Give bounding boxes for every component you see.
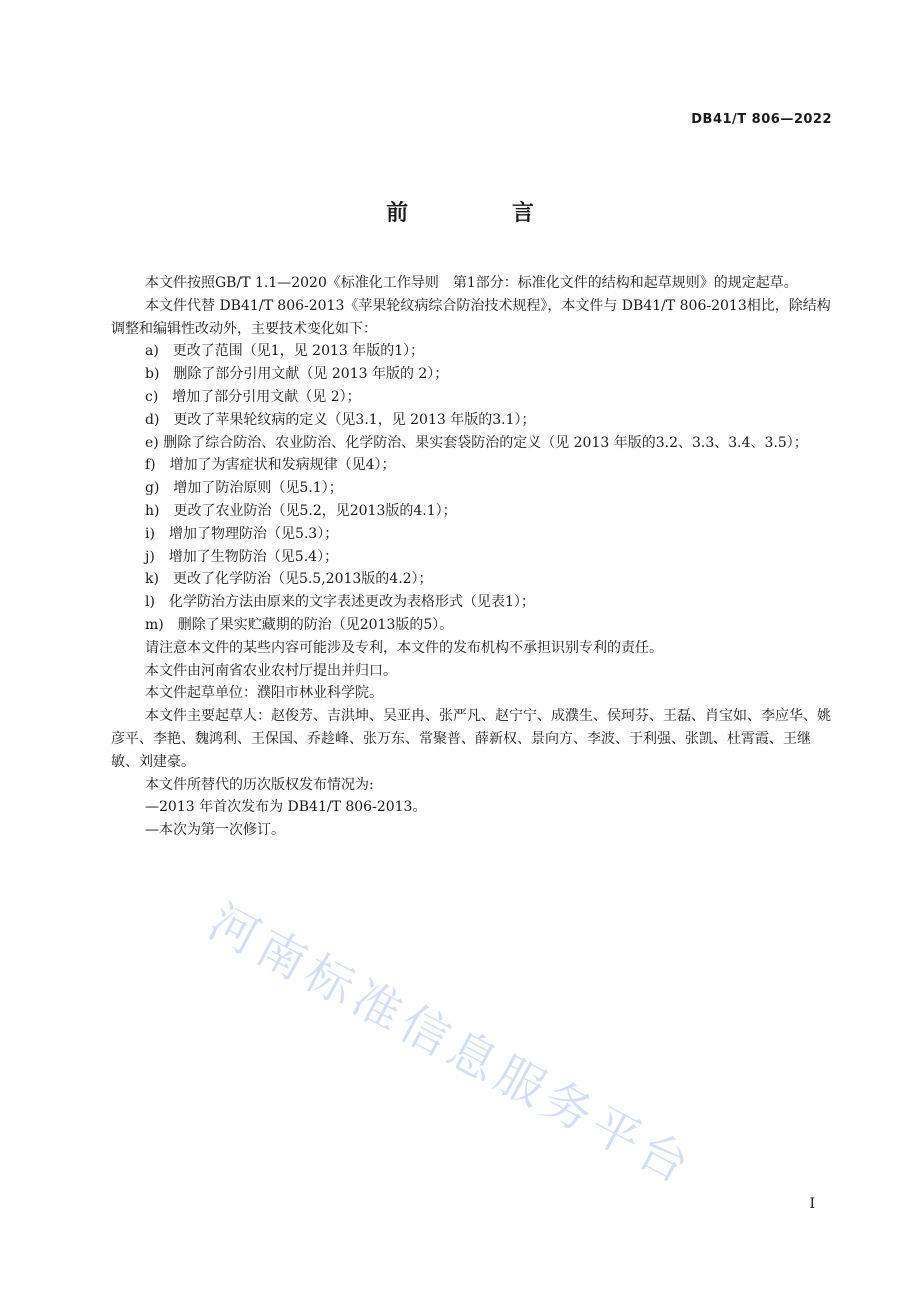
paragraph-drafting-basis: 本文件按照GB/T 1.1—2020《标准化工作导则 第1部分：标准化文件的结构和起草规则》的规定起草。 — [145, 275, 798, 291]
page-title: 前 言 — [386, 201, 582, 226]
preface-body — [111, 272, 833, 842]
change-item-c: c) 增加了部分引用文献（见 2）； — [145, 388, 361, 405]
change-item-f: f) 增加了为害症状和发病规律（见4）； — [145, 457, 396, 474]
paragraph-drafting-unit: 本文件起草单位：濮阳市林业科学院。 — [145, 685, 383, 702]
paragraph-history-revision: —本次为第一次修订。 — [145, 822, 285, 839]
change-item-m: m) 删除了果实贮藏期的防治（见2013版的5）。 — [145, 616, 454, 633]
change-item-i: i) 增加了物理防治（见5.3）； — [145, 525, 339, 542]
watermark: 河南标准信息服务平台 — [199, 893, 703, 1197]
page-number: I — [809, 1196, 815, 1212]
change-item-h: h) 更改了农业防治（见5.2，见2013版的4.1）； — [145, 502, 457, 519]
document-code: DB41/T 806—2022 — [691, 112, 832, 127]
paragraph-proposer: 本文件由河南省农业农村厅提出并归口。 — [145, 662, 397, 679]
paragraph-patent-notice: 请注意本文件的某些内容可能涉及专利，本文件的发布机构不承担识别专利的责任。 — [145, 639, 663, 656]
paragraph-replacement: 本文件代替 DB41/T 806-2013《苹果轮纹病综合防治技术规程》，本文件与 DB41/T 806-2013相比，除结构调整和编辑性改动外，主要技术变化如下： — [111, 297, 831, 337]
change-item-j: j) 增加了生物防治（见5.4）； — [145, 548, 339, 565]
paragraph-history-intro: 本文件所替代的历次版权发布情况为: — [145, 776, 374, 793]
change-item-b: b) 删除了部分引用文献（见 2013 年版的 2）； — [145, 366, 449, 383]
paragraph-history-2013: —2013 年首次发布为 DB41/T 806-2013。 — [145, 799, 427, 816]
paragraph-drafters: 本文件主要起草人：赵俊芳、吉洪坤、吴亚冉、张严凡、赵宁宁、成濮生、侯珂芬、王磊、肖宝如、李应华、姚彦平、李艳、魏鸿利、王保国、乔趁峰、张万东、常聚普、薛新权、景向方、李波、于利强、张凯、杜霄霞、王继敏、刘建豪。 — [111, 708, 831, 770]
change-item-d: d) 更改了苹果轮纹病的定义（见3.1，见 2013 年版的3.1）； — [145, 411, 536, 428]
change-item-k: k) 更改了化学防治（见5.5,2013版的4.2）； — [145, 571, 433, 588]
change-item-a: a) 更改了范围（见1，见 2013 年版的1）； — [145, 343, 425, 360]
change-item-e: e) 删除了综合防治、农业防治、化学防治、果实套袋防治的定义（见 2013 年版的3.2、3.3、3.4、3.5）； — [145, 434, 808, 451]
change-item-l: l) 化学防治方法由原来的文字表述更改为表格形式（见表1）； — [145, 594, 535, 611]
change-item-g: g) 增加了防治原则（见5.1）； — [145, 480, 343, 497]
